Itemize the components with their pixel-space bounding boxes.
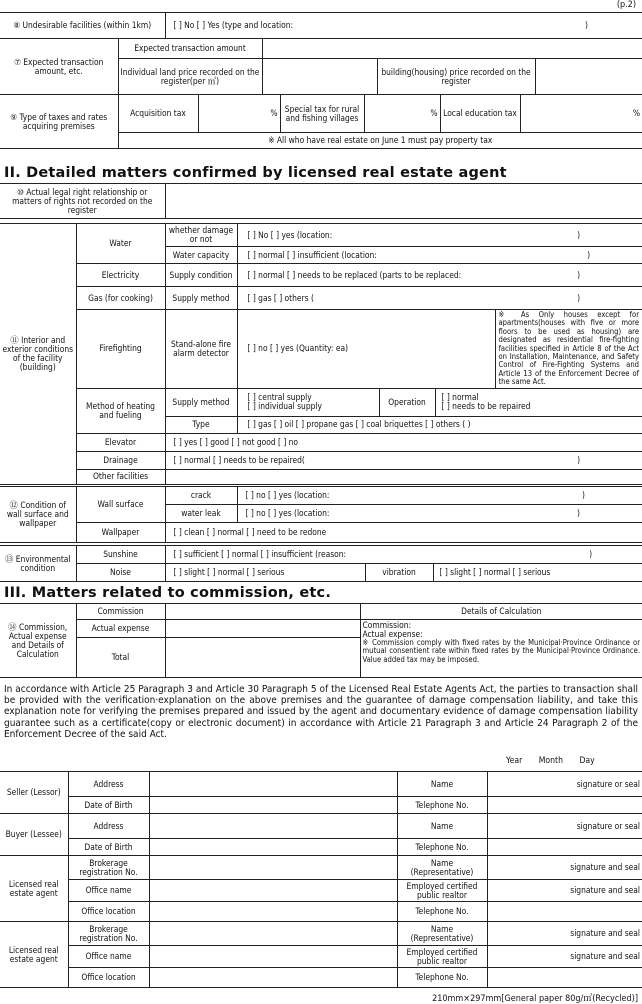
total-field[interactable] — [165, 638, 360, 678]
acquisition-tax-field[interactable]: % — [198, 95, 280, 133]
wallpaper-label: Wallpaper — [76, 523, 165, 543]
agent1-employed-label: Employed certified public realtor — [397, 880, 487, 902]
undesirable-facilities-label: ⑧ Undesirable facilities (within 1km) — [0, 13, 165, 39]
damage-label: whether damage or not — [165, 224, 237, 247]
seller-address-field[interactable] — [149, 772, 397, 797]
seller-label: Seller (Lessor) — [0, 772, 68, 814]
agent2-employed-signature-field[interactable]: signature and seal — [487, 946, 642, 968]
commission-note: ※ Commission comply with fixed rates by the Municipal·Province Ordinance or mutual consentient rate within fixed rates by the Municipal·Province Ordinance. Value added tax may be imposed. — [362, 638, 640, 664]
fire-alarm-label: Stand-alone fire alarm detector — [165, 310, 237, 389]
agent2-brokerage-field[interactable] — [149, 922, 397, 946]
agent2-office-label: Office name — [68, 946, 149, 968]
firefighting-note: ※ As Only houses except for apartments(houses with five or more floors to be used as housing) are designated as residential fire-fighting facilities specified in Article 8 of the Act on Installation, Maintenance, and Safety Control of Fire-Fighting Systems and Article 13 of the Enforcement Decree of the same Act. — [495, 310, 642, 389]
buyer-tel-label: Telephone No. — [397, 839, 487, 856]
paper-spec-footer: 210mm×297mm[General paper 80g/㎡(Recycled)] — [432, 994, 638, 1004]
buyer-dob-label: Date of Birth — [68, 839, 149, 856]
wallpaper-options[interactable]: [ ] clean [ ] normal [ ] need to be redone — [165, 523, 642, 543]
water-capacity-label: Water capacity — [165, 247, 237, 264]
legal-rights-field[interactable] — [165, 184, 642, 219]
environmental-table — [0, 545, 642, 582]
vibration-label: vibration — [365, 564, 433, 582]
heating-type-label: Type — [165, 416, 237, 433]
seller-dob-label: Date of Birth — [68, 797, 149, 814]
environmental-label: ⑬ Environmental condition — [0, 546, 76, 582]
elevator-label: Elevator — [76, 433, 165, 451]
damage-options[interactable]: [ ] No [ ] yes (location: ) — [237, 224, 642, 247]
agent1-brokerage-label: Brokerage registration No. — [68, 856, 149, 880]
legal-rights-label: ⑩ Actual legal right relationship or matters of rights not recorded on the register — [0, 184, 165, 219]
heating-supply-options[interactable]: [ ] central supply [ ] individual supply — [237, 388, 379, 416]
agent1-tel-field[interactable] — [487, 902, 642, 922]
building-price-label: building(housing) price recorded on the register — [377, 59, 535, 95]
actual-expense-line: Actual expense: — [362, 629, 423, 639]
wall-surface-label: Wall surface — [76, 487, 165, 523]
agent2-tel-field[interactable] — [487, 968, 642, 988]
commission-field[interactable] — [165, 604, 360, 620]
gas-supply-method-label: Supply method — [165, 287, 237, 310]
agent1-name-label: Name (Representative) — [397, 856, 487, 880]
heating-label: Method of heating and fueling — [76, 388, 165, 433]
agent1-label: Licensed real estate agent — [0, 856, 68, 922]
expected-transaction-amount-label: Expected transaction amount — [118, 39, 262, 59]
agent1-location-field[interactable] — [149, 902, 397, 922]
details-of-calculation-label: Details of Calculation — [360, 604, 642, 620]
agent2-brokerage-label: Brokerage registration No. — [68, 922, 149, 946]
fire-alarm-options[interactable]: [ ] no [ ] yes (Quantity: ea) — [237, 310, 495, 389]
local-education-tax-label: Local education tax — [440, 95, 520, 133]
parties-table — [0, 771, 642, 988]
date-year: Year — [506, 756, 523, 766]
agent2-location-label: Office location — [68, 968, 149, 988]
commission-label: ⑭ Commission, Actual expense and Details of Calculation — [0, 604, 76, 678]
facility-conditions-label: ⑪ Interior and exterior conditions of the facility (building) — [0, 224, 76, 485]
agent1-signature-field[interactable]: signature and seal — [487, 856, 642, 880]
agent2-signature-field[interactable]: signature and seal — [487, 922, 642, 946]
expected-amount-label: ⑦ Expected transaction amount, etc. — [0, 39, 118, 95]
buyer-name-label: Name — [397, 814, 487, 839]
water-label: Water — [76, 224, 165, 264]
water-leak-options[interactable]: [ ] no [ ] yes (location: ) — [237, 505, 642, 523]
property-tax-note: ※ All who have real estate on June 1 must pay property tax — [118, 133, 642, 149]
electricity-label: Electricity — [76, 264, 165, 287]
agent2-employed-label: Employed certified public realtor — [397, 946, 487, 968]
heating-supply-method-label: Supply method — [165, 388, 237, 416]
commission-row-label: Commission — [76, 604, 165, 620]
heating-type-options[interactable]: [ ] gas [ ] oil [ ] propane gas [ ] coal briquettes [ ] others ( ) — [237, 416, 642, 433]
buyer-dob-field[interactable] — [149, 839, 397, 856]
operation-label: Operation — [379, 388, 435, 416]
agent2-location-field[interactable] — [149, 968, 397, 988]
taxes-label: ⑨ Type of taxes and rates acquiring premises — [0, 95, 118, 149]
undesirable-facilities-options[interactable]: [ ] No [ ] Yes (type and location: ) — [165, 13, 642, 39]
calculation-details-field[interactable] — [360, 620, 642, 678]
buyer-tel-field[interactable] — [487, 839, 642, 856]
date-line — [506, 756, 595, 766]
wall-conditions-label: ⑫ Condition of wall surface and wallpaper — [0, 487, 76, 543]
commission-line: Commission: — [362, 620, 412, 630]
buyer-address-label: Address — [68, 814, 149, 839]
sunshine-label: Sunshine — [76, 546, 165, 564]
expected-transaction-amount-field[interactable] — [262, 39, 642, 59]
crack-options[interactable]: [ ] no [ ] yes (location: ) — [237, 487, 642, 505]
seller-signature-field[interactable]: signature or seal — [487, 772, 642, 797]
agent2-name-label: Name (Representative) — [397, 922, 487, 946]
wall-conditions-table — [0, 486, 642, 543]
facility-conditions-table — [0, 223, 642, 485]
agent2-label: Licensed real estate agent — [0, 922, 68, 988]
undesirable-facilities-table — [0, 12, 642, 39]
agent1-office-label: Office name — [68, 880, 149, 902]
individual-land-price-field[interactable] — [262, 59, 377, 95]
special-tax-label: Special tax for rural and fishing villages — [280, 95, 364, 133]
seller-tel-label: Telephone No. — [397, 797, 487, 814]
date-day: Day — [579, 756, 595, 766]
agent1-office-field[interactable] — [149, 880, 397, 902]
agent1-location-label: Office location — [68, 902, 149, 922]
elevator-options[interactable]: [ ] yes [ ] good [ ] not good [ ] no — [165, 433, 642, 451]
drainage-label: Drainage — [76, 451, 165, 469]
commission-table — [0, 603, 642, 678]
individual-land-price-label: Individual land price recorded on the register(per ㎡) — [118, 59, 262, 95]
drainage-options[interactable]: [ ] normal [ ] needs to be repaired( ) — [165, 451, 642, 469]
part3-title: III. Matters related to commission, etc. — [4, 585, 332, 601]
agent1-tel-label: Telephone No. — [397, 902, 487, 922]
vibration-options[interactable]: [ ] slight [ ] normal [ ] serious — [433, 564, 642, 582]
seller-tel-field[interactable] — [487, 797, 642, 814]
seller-address-label: Address — [68, 772, 149, 797]
acquisition-tax-label: Acquisition tax — [118, 95, 198, 133]
gas-label: Gas (for cooking) — [76, 287, 165, 310]
agent1-brokerage-field[interactable] — [149, 856, 397, 880]
total-label: Total — [76, 638, 165, 678]
local-education-tax-field[interactable]: % — [520, 95, 642, 133]
agent1-employed-signature-field[interactable]: signature and seal — [487, 880, 642, 902]
noise-label: Noise — [76, 564, 165, 582]
water-capacity-options[interactable]: [ ] normal [ ] insufficient (location: ) — [237, 247, 642, 264]
page-number: (p.2) — [616, 0, 636, 10]
date-month: Month — [538, 756, 563, 766]
legal-rights-table — [0, 183, 642, 219]
agent2-tel-label: Telephone No. — [397, 968, 487, 988]
sunshine-options[interactable]: [ ] sufficient [ ] normal [ ] insufficient (reason: ) — [165, 546, 642, 564]
crack-label: crack — [165, 487, 237, 505]
seller-dob-field[interactable] — [149, 797, 397, 814]
part2-title: II. Detailed matters confirmed by licensed real estate agent — [4, 165, 507, 181]
water-leak-label: water leak — [165, 505, 237, 523]
taxes-table — [0, 94, 642, 149]
seller-name-label: Name — [397, 772, 487, 797]
expected-amount-table — [0, 38, 642, 95]
special-tax-field[interactable]: % — [364, 95, 440, 133]
buyer-label: Buyer (Lessee) — [0, 814, 68, 856]
buyer-signature-field[interactable]: signature or seal — [487, 814, 642, 839]
actual-expense-label: Actual expense — [76, 620, 165, 638]
other-facilities-label: Other facilities — [76, 469, 165, 484]
verification-paragraph: In accordance with Article 25 Paragraph 3 and Article 30 Paragraph 5 of the Licensed Real Estate Agents Act, the parties to transaction shall be provided with the verification·explanation on the above premises and the guarantee of damage compensation liability, and take this explanation note for verifying the premises prepared and issued by the agent and documentary evidence of damage compensation liability guarantee such as a certificate(copy or electronic document) in accordance with Article 21 Paragraph 3 and Article 24 Paragraph 2 of the Enforcement Decree of the said Act. — [4, 684, 638, 740]
other-facilities-field[interactable] — [165, 469, 642, 484]
electricity-options[interactable]: [ ] normal [ ] needs to be replaced (parts to be replaced: ) — [237, 264, 642, 287]
noise-options[interactable]: [ ] slight [ ] normal [ ] serious — [165, 564, 365, 582]
agent2-office-field[interactable] — [149, 946, 397, 968]
firefighting-label: Firefighting — [76, 310, 165, 389]
gas-options[interactable]: [ ] gas [ ] others ( ) — [237, 287, 642, 310]
supply-condition-label: Supply condition — [165, 264, 237, 287]
buyer-address-field[interactable] — [149, 814, 397, 839]
actual-expense-field[interactable] — [165, 620, 360, 638]
operation-options[interactable]: [ ] normal [ ] needs to be repaired — [435, 388, 642, 416]
building-price-field[interactable] — [535, 59, 642, 95]
